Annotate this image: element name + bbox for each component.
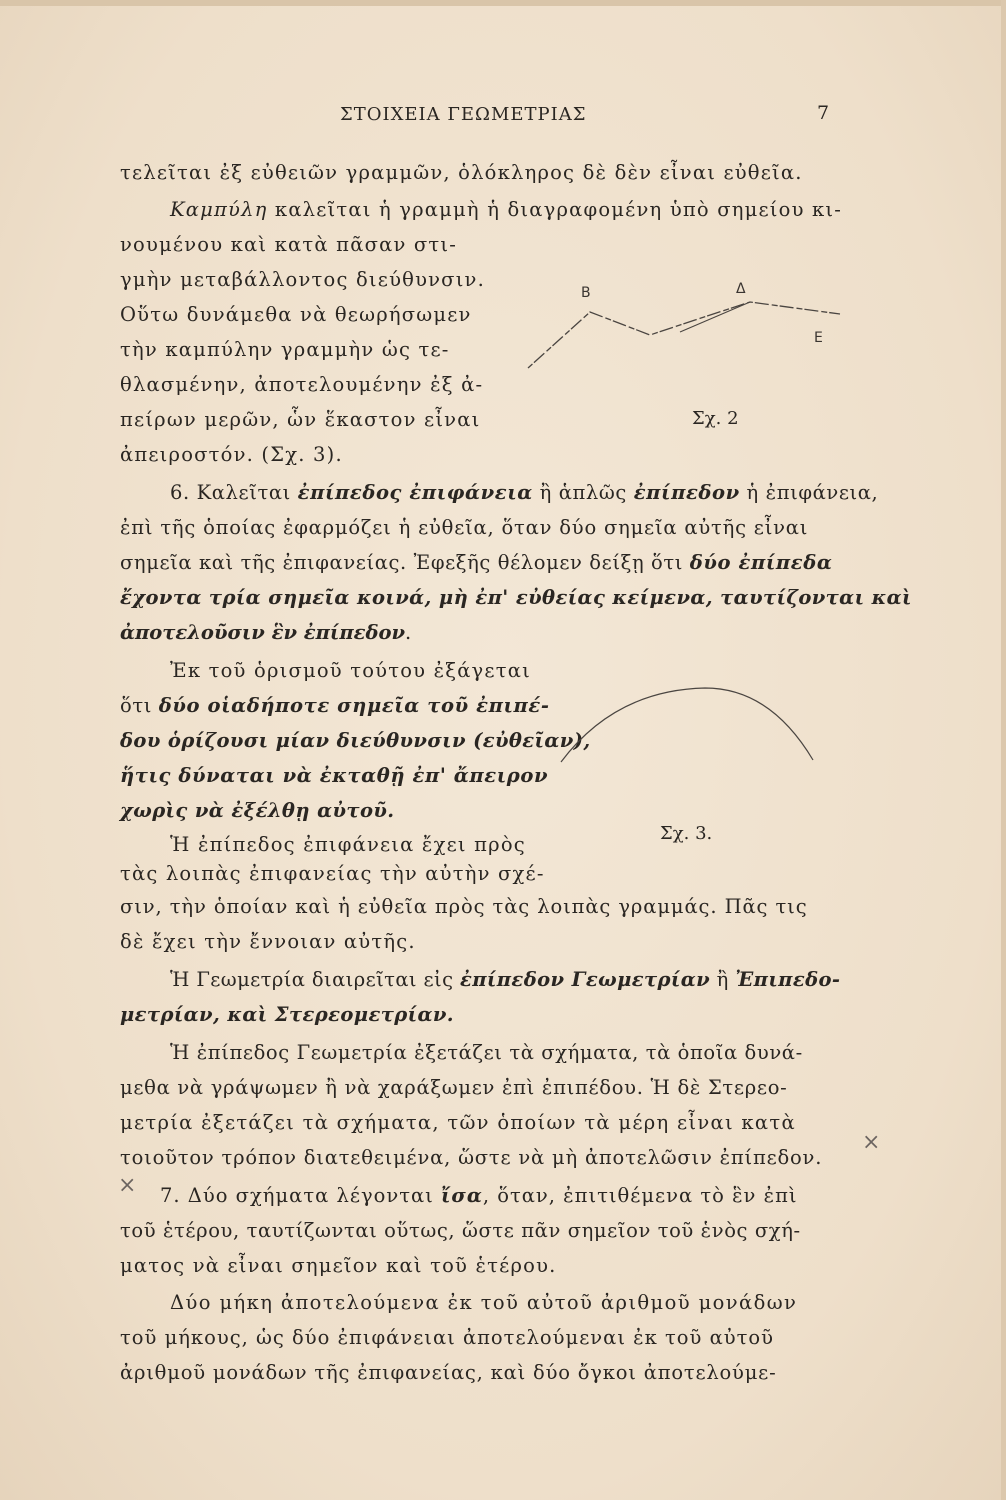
figure-3-caption: Σχ. 3. bbox=[660, 823, 713, 844]
text-line: πείρων μερῶν, ὧν ἕκαστον εἶναι bbox=[120, 408, 481, 431]
text-line: σιν, τὴν ὁποίαν καὶ ἡ εὐθεῖα πρὸς τὰς λοιπὰς γραμμάς. Πᾶς τις bbox=[120, 895, 808, 918]
text-span: δύο οἱαδήποτε σημεῖα τοῦ ἐπιπέ- bbox=[158, 694, 550, 717]
text-line: Ἡ ἐπίπεδος Γεωμετρία ἐξετάζει τὰ σχήματα, τὰ ὁποῖα δυνά- bbox=[170, 1041, 803, 1064]
text-line: χωρὶς νὰ ἐξέλθῃ αὐτοῦ. bbox=[120, 799, 395, 822]
text-span: ἡ ἐπιφάνεια, bbox=[739, 481, 879, 504]
text-line: τὴν καμπύλην γραμμὴν ὡς τε- bbox=[120, 338, 450, 361]
text-line: Ἡ ἐπίπεδος ἐπιφάνεια ἔχει πρὸς bbox=[170, 833, 526, 856]
text-line bbox=[170, 197, 842, 223]
text-line bbox=[160, 1183, 798, 1209]
page-edge-right bbox=[1001, 0, 1006, 1500]
text-span: . bbox=[405, 621, 412, 644]
text-line: ἀριθμοῦ μονάδων τῆς ἐπιφανείας, καὶ δύο ὄγκοι ἀποτελούμε- bbox=[120, 1361, 777, 1384]
margin-mark: × bbox=[118, 1173, 137, 1198]
text-span: ἀποτελοῦσιν bbox=[120, 621, 272, 644]
text-line bbox=[170, 480, 878, 506]
text-line bbox=[120, 693, 550, 719]
text-line bbox=[170, 967, 840, 993]
text-line: ἀπειροστόν. (Σχ. 3). bbox=[120, 443, 343, 466]
text-line: μετρίαν, καὶ Στερεομετρίαν. bbox=[120, 1003, 454, 1026]
text-line: νουμένου καὶ κατὰ πᾶσαν στι- bbox=[120, 233, 458, 256]
term-epipedometria: Ἐπιπεδο- bbox=[735, 968, 841, 991]
text-line: γμὴν μεταβάλλοντος διεύθυνσιν. bbox=[120, 268, 485, 291]
term-epipedos-geometria: ἐπίπεδον Γεωμετρίαν bbox=[460, 968, 711, 991]
text-span: ἢ bbox=[710, 968, 736, 991]
theorem-line: ἔχοντα τρία σημεῖα κοινά, μὴ ἐπ' εὐθείας κείμενα, ταυτίζονται καὶ bbox=[120, 586, 912, 609]
text-line: ἥτις δύναται νὰ ἐκταθῇ ἐπ' ἄπειρον bbox=[120, 764, 549, 787]
text-line: τοῦ ἑτέρου, ταυτίζωνται οὕτως, ὥστε πᾶν σημεῖον τοῦ ἑνὸς σχή- bbox=[120, 1219, 801, 1242]
text-line: μετρία ἐξετάζει τὰ σχήματα, τῶν ὁποίων τὰ μέρη εἶναι κατὰ bbox=[120, 1111, 796, 1134]
text-line: τοιοῦτον τρόπον διατεθειμένα, ὥστε νὰ μὴ ἀποτελῶσιν ἐπίπεδον. bbox=[120, 1146, 823, 1169]
point-label-e: Ε bbox=[814, 330, 823, 346]
text-span: Ἡ Γεωμετρία διαιρεῖται εἰς bbox=[170, 968, 460, 991]
text-span: , ὅταν, ἐπιτιθέμενα τὸ ἓν ἐπὶ bbox=[482, 1184, 798, 1207]
text-line: ματος νὰ εἶναι σημεῖον καὶ τοῦ ἑτέρου. bbox=[120, 1254, 557, 1277]
figure-3-curve bbox=[555, 680, 825, 790]
term-epipedos-epifaneia: ἐπίπεδος ἐπιφάνεια bbox=[297, 481, 533, 504]
text-line: ἐπὶ τῆς ὁποίας ἐφαρμόζει ἡ εὐθεῖα, ὅταν δύο σημεῖα αὐτῆς εἶναι bbox=[120, 516, 809, 539]
term-isa: ἴσα bbox=[441, 1184, 483, 1207]
term-kampyli: Καμπύλη bbox=[170, 198, 268, 221]
term-dyo-epipeda: δύο ἐπίπεδα bbox=[689, 551, 833, 574]
text-span: ἢ ἁπλῶς bbox=[532, 481, 634, 504]
text-line: θλασμένην, ἀποτελουμένην ἐξ ἀ- bbox=[120, 373, 484, 396]
text-line: τοῦ μήκους, ὡς δύο ἐπιφάνειαι ἀποτελούμεναι ἐκ τοῦ αὐτοῦ bbox=[120, 1326, 774, 1349]
text-span: σημεῖα καὶ τῆς ἐπιφανείας. Ἐφεξῆς θέλομεν δείξῃ ὅτι bbox=[120, 551, 690, 574]
text-line: Ἐκ τοῦ ὁρισμοῦ τούτου ἐξάγεται bbox=[170, 659, 531, 682]
point-label-b: Β bbox=[581, 285, 591, 301]
running-title: ΣΤΟΙΧΕΙΑ ΓΕΩΜΕΤΡΙΑΣ bbox=[340, 104, 587, 125]
point-label-delta: Δ bbox=[736, 281, 746, 297]
text-span: 7. Δύο σχήματα λέγονται bbox=[160, 1184, 441, 1207]
text-span: ὅτι bbox=[120, 694, 159, 717]
text-span: 6. Καλεῖται bbox=[170, 481, 298, 504]
figure-2-broken-line bbox=[520, 280, 850, 370]
term-en-epipedon: ἓν ἐπίπεδον bbox=[271, 621, 406, 644]
text-line: μεθα νὰ γράψωμεν ἢ νὰ χαράξωμεν ἐπὶ ἐπιπέδου. Ἡ δὲ Στερεο- bbox=[120, 1076, 788, 1099]
margin-mark: × bbox=[862, 1130, 881, 1155]
text-line: δου ὁρίζουσι μίαν διεύθυνσιν (εὐθεῖαν), bbox=[120, 729, 591, 752]
page-number: 7 bbox=[817, 102, 830, 124]
text-line bbox=[120, 620, 411, 646]
page-edge-top bbox=[0, 0, 1006, 6]
text-span: καλεῖται ἡ γραμμὴ ἡ διαγραφομένη ὑπὸ σημείου κι- bbox=[267, 198, 843, 221]
text-line: δὲ ἔχει τὴν ἔννοιαν αὐτῆς. bbox=[120, 930, 416, 953]
text-line bbox=[120, 550, 832, 576]
term-epipedon: ἐπίπεδον bbox=[633, 481, 740, 504]
text-line: τελεῖται ἐξ εὐθειῶν γραμμῶν, ὁλόκληρος δὲ δὲν εἶναι εὐθεῖα. bbox=[120, 161, 803, 184]
text-line: Οὕτω δυνάμεθα νὰ θεωρήσωμεν bbox=[120, 303, 472, 326]
figure-2-caption: Σχ. 2 bbox=[692, 408, 739, 429]
text-line: τὰς λοιπὰς ἐπιφανείας τὴν αὐτὴν σχέ- bbox=[120, 862, 545, 885]
page-header bbox=[0, 100, 1006, 130]
text-line: Δύο μήκη ἀποτελούμενα ἐκ τοῦ αὐτοῦ ἀριθμοῦ μονάδων bbox=[170, 1291, 798, 1314]
